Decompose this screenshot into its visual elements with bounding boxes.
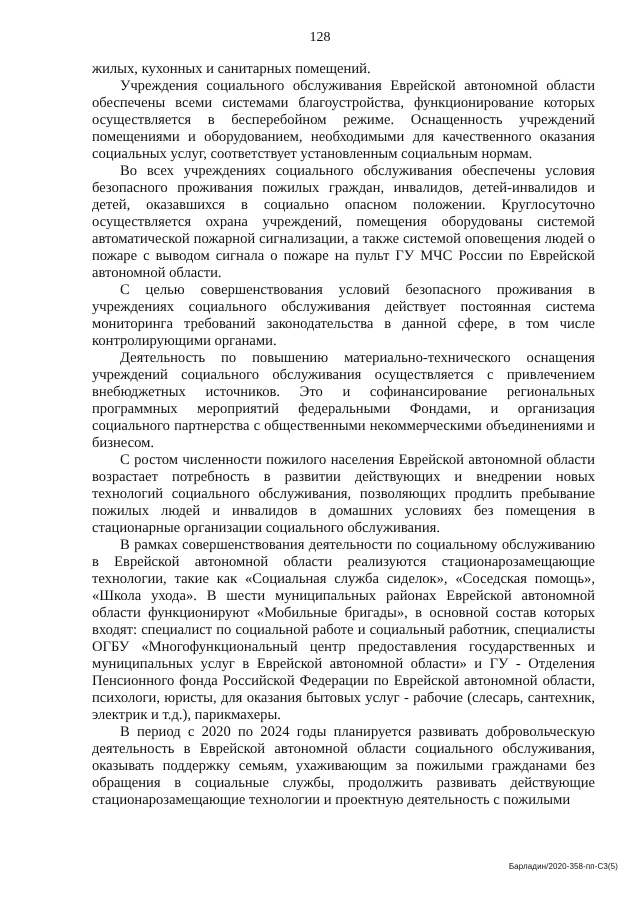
paragraph: Деятельность по повышению материально-технического оснащения учреждений социального обслуживания осуществляется с привлечением внебюджетных источников. Это и софинансирование региональных программных мероприятий федеральными Фондами, и организация социального партнерства с общественными некоммерческими объединениями и бизнесом. — [92, 350, 595, 451]
page-number: 128 — [309, 30, 331, 45]
paragraph: С ростом численности пожилого населения Еврейской автономной области возрастает потребность в развитии действующих и внедрении новых технологий социального обслуживания, позволяющих продлить пребывание пожилых людей и инвалидов в домашних условиях без помещения в стационарные организации социального обслуживания. — [92, 452, 595, 536]
paragraph-continuation: жилых, кухонных и санитарных помещений. — [92, 61, 371, 77]
document-body — [92, 61, 595, 809]
paragraph: В период с 2020 по 2024 годы планируется развивать добровольческую деятельность в Еврейской автономной области социального обслуживания, оказывать поддержку семьям, ухаживающим за пожилыми гражданами без обращения в социальные службы, продолжить развивать действующие стационарозамещающие технологии и проектную деятельность с пожилыми — [92, 724, 595, 808]
paragraph: Во всех учреждениях социального обслуживания обеспечены условия безопасного проживания пожилых граждан, инвалидов, детей-инвалидов и детей, оказавшихся в социально опасном положении. Круглосуточно осуществляется охрана учреждений, помещения оборудованы системой автоматической пожарной сигнализации, а также системой оповещения людей о пожаре с выводом сигнала о пожаре на пульт ГУ МЧС России по Еврейской автономной области. — [92, 163, 595, 281]
document-code-footer: Барладин/2020-358-пп-С3(5) — [508, 862, 618, 871]
paragraph: В рамках совершенствования деятельности по социальному обслуживанию в Еврейской автономной области реализуются стационарозамещающие технологии, такие как «Социальная служба сиделок», «Соседская помощь», «Школа ухода». В шести муниципальных районах Еврейской автономной области функционируют «Мобильные бригады», в основной состав которых входят: специалист по социальной работе и социальный работник, специалисты ОГБУ «Многофункциональный центр предоставления государственных и муниципальных услуг в Еврейской автономной области» и ГУ - Отделения Пенсионного фонда Российской Федерации по Еврейской автономной области, психологи, юристы, для оказания бытовых услуг - рабочие (слесарь, сантехник, электрик и т.д.), парикмахеры. — [92, 537, 595, 723]
paragraph: С целью совершенствования условий безопасного проживания в учреждениях социального обслуживания действует постоянная система мониторинга требований законодательства в данной сфере, в том числе контролирующими органами. — [92, 282, 595, 349]
paragraph: Учреждения социального обслуживания Еврейской автономной области обеспечены всеми системами благоустройства, функционирование которых осуществляется в бесперебойном режиме. Оснащенность учреждений помещениями и оборудованием, необходимыми для качественного оказания социальных услуг, соответствует установленным социальным нормам. — [92, 78, 595, 162]
